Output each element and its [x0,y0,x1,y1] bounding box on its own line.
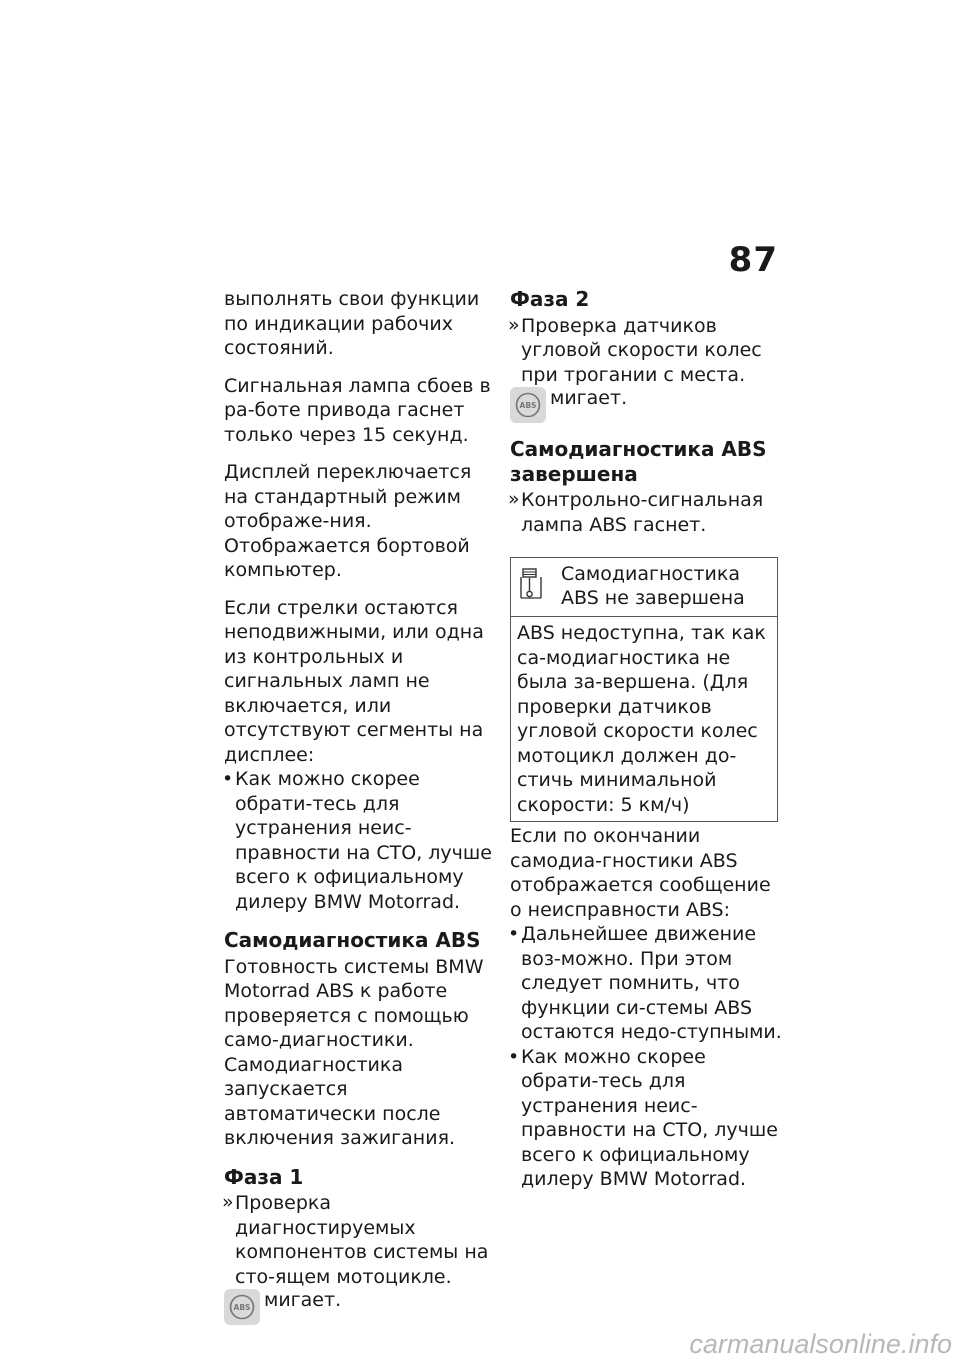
step-item: » Проверка диагностируемых компонентов системы на сто-ящем мотоцикле. [224,1191,496,1289]
tire-pressure-note-icon [519,562,547,607]
note-box [510,557,778,822]
abs-icon-label: ABS [519,401,537,410]
paragraph: Дисплей переключается на стандартный режим отображе-ния. Отображается бортовой компьютер. [224,461,472,581]
note-body: ABS недоступна, так как са-модиагностика не была за-вершена. (Для проверки датчиков угловой скорости колес мотоцикл должен до-стичь минимальной скорости: 5 км/ч) [517,622,766,816]
left-column [224,287,496,1335]
step-item: » Проверка датчиков угловой скорости колес при трогании с места. [510,314,782,388]
paragraph: Сигнальная лампа сбоев в ра-боте привода гаснет только через 15 секунд. [224,374,491,446]
section-heading: Самодиагностика ABS завершена [510,437,767,486]
note-header [511,558,777,617]
section-heading: Фаза 2 [510,287,590,311]
indicator-status: мигает. [550,387,628,409]
abs-indicator-row [224,1289,496,1325]
step-item: » Контрольно-сигнальная лампа ABS гаснет. [510,488,782,537]
page-number: 87 [728,240,778,280]
paragraph: выполнять свои функции по индикации рабочих состояний. [224,288,480,359]
watermark: carmanualsonline.info [689,1329,952,1359]
bullet-item: • Дальнейшее движение воз-можно. При этом следует помнить, что функции си-стемы ABS остаются недо-ступными. [510,922,782,1045]
section-heading: Самодиагностика ABS [224,928,481,952]
indicator-status: мигает. [264,1289,342,1311]
paragraph: Если по окончании самодиа-гностики ABS отображается сообщение о неисправности ABS: [510,825,771,921]
note-title: Самодиагностика ABS не завершена [561,563,745,609]
section-heading: Фаза 1 [224,1164,304,1189]
paragraph: Готовность системы BMW Motorrad ABS к работе проверяется с помощью само-диагностики. Самодиагностика запускается автоматически после включения зажигания. [224,955,484,1149]
bullet-item: • Как можно скорее обрати-тесь для устранения неис-правности на СТО, лучше всего к официальному дилеру BMW Motorrad. [510,1045,782,1192]
abs-indicator-row [510,387,782,423]
abs-warning-light-icon [510,387,546,423]
right-column [510,287,782,1192]
abs-warning-light-icon [224,1289,260,1325]
bullet-item: • Как можно скорее обрати-тесь для устранения неис-правности на СТО, лучше всего к официальному дилеру BMW Motorrad. [224,767,496,914]
abs-icon-label: ABS [233,1303,251,1312]
paragraph: Если стрелки остаются неподвижными, или одна из контрольных и сигнальных ламп не включается, или отсутствуют сегменты на дисплее: [224,596,484,766]
